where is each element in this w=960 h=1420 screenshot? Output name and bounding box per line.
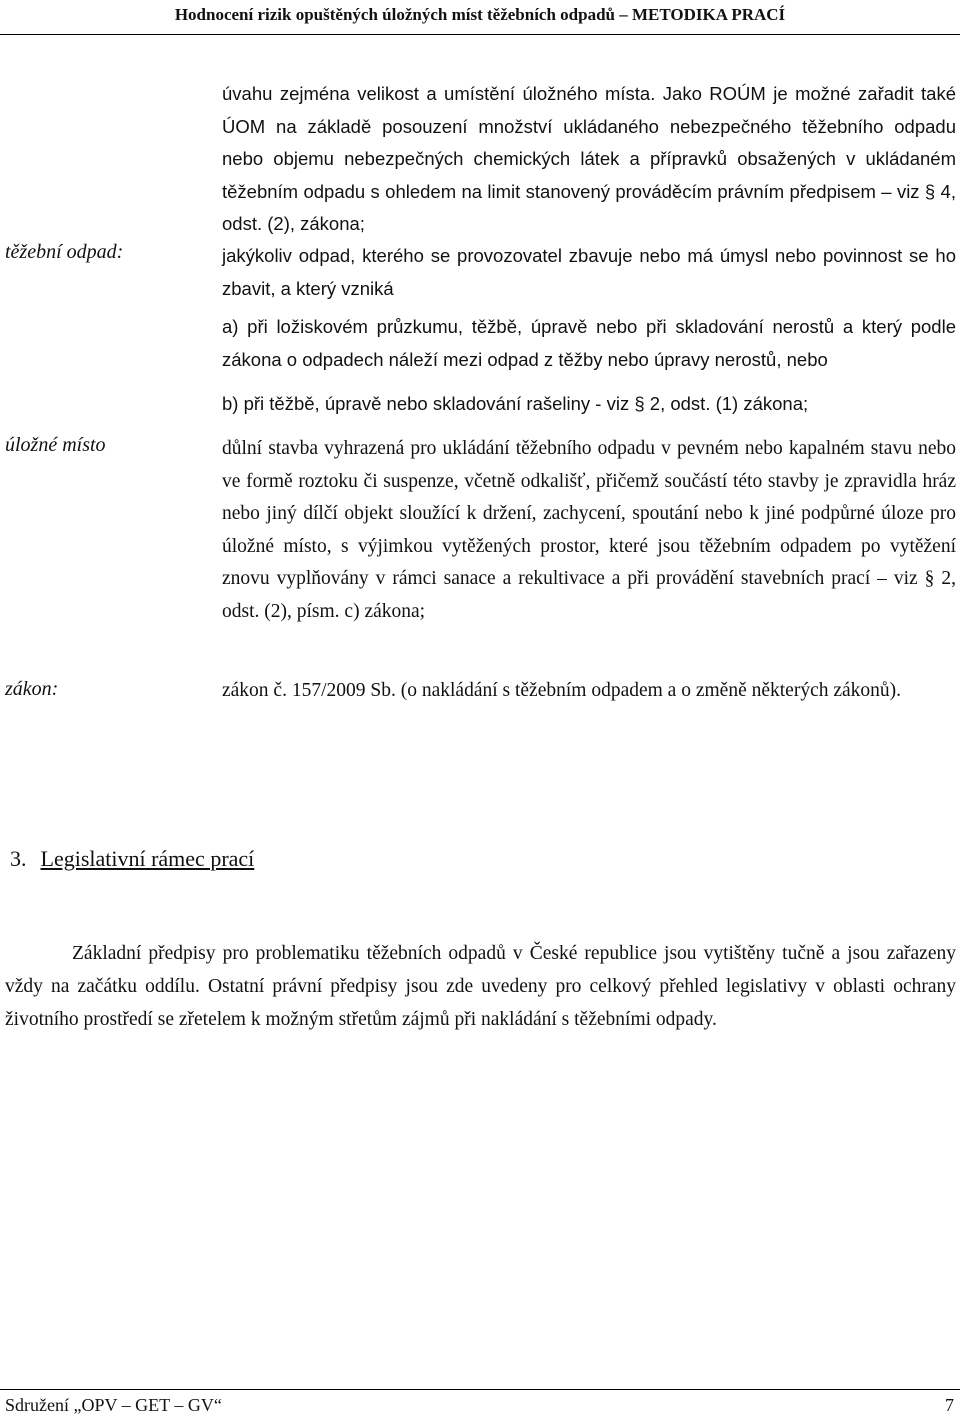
footer-organization: Sdružení „OPV – GET – GV“	[5, 1395, 222, 1415]
definition-zakon: zákon č. 157/2009 Sb. (o nakládání s těžebním odpadem a o změně některých zákonů).	[222, 680, 902, 701]
definition-tezebni-odpad-item-b: b) při těžbě, úpravě nebo skladování rašeliny - viz § 2, odst. (1) zákona;	[222, 393, 809, 414]
definition-tezebni-odpad: jakýkoliv odpad, kterého se provozovatel zbavuje nebo má úmysl nebo povinnost se ho zbavit, a který vzniká	[222, 245, 956, 299]
definition-continuation-text: úvahu zejména velikost a umístění úložného místa. Jako ROÚM je možné zařadit také ÚOM na základě posouzení množství ukládaného nebezpečného těžebního odpadu nebo objemu nebezpečných chemických látek a přípravků obsažených v ukládaném těžebním odpadu s ohledem na limit stanovený prováděcím právním předpisem – viz § 4, odst. (2), zákona;	[222, 83, 956, 234]
header-title: Hodnocení rizik opuštěných úložných míst těžebních odpadů – METODIKA PRACÍ	[174, 5, 786, 24]
page-number: 7	[945, 1395, 954, 1415]
term-ulozne-misto: úložné místo	[5, 434, 106, 456]
section-body-paragraph: Základní předpisy pro problematiku těžebních odpadů v České republice jsou vytištěny tučně a jsou zařazeny vždy na začátku oddílu. Ostatní právní předpisy jsou zde uvedeny pro celkový přehled legislativy v oblasti ochrany životního prostředí se zřetelem k možným střetům zájmů při nakládání s těžebními odpady.	[5, 943, 956, 1030]
definition-ulozne-misto: důlní stavba vyhrazená pro ukládání těžebního odpadu v pevném nebo kapalném stavu nebo ve formě roztoku či suspenze, včetně odkališť, přičemž součástí této stavby je zpravidla hráz nebo jiný dílčí objekt sloužící k držení, zachycení, spoutání nebo k jiné podpůrné úloze pro úložné místo, s výjimkou vytěžených prostor, které jsou těžebním odpadem po vytěžení znovu vyplňovány v rámci sanace a rekultivace a při provádění stavebních prací – viz § 2, odst. (2), písm. c) zákona;	[222, 438, 956, 622]
term-zakon: zákon:	[5, 678, 59, 700]
section-heading	[10, 846, 254, 872]
page-footer	[0, 1389, 960, 1417]
definition-tezebni-odpad-item-a: a) při ložiskovém průzkumu, těžbě, úpravě nebo při skladování nerostů a který podle zákona o odpadech náleží mezi odpad z těžby nebo úpravy nerostů, nebo	[222, 316, 956, 370]
running-header	[0, 0, 960, 35]
term-tezebni-odpad: těžební odpad:	[5, 241, 124, 263]
section-number: 3.	[10, 846, 27, 871]
section-title: Legislativní rámec prací	[40, 846, 255, 871]
